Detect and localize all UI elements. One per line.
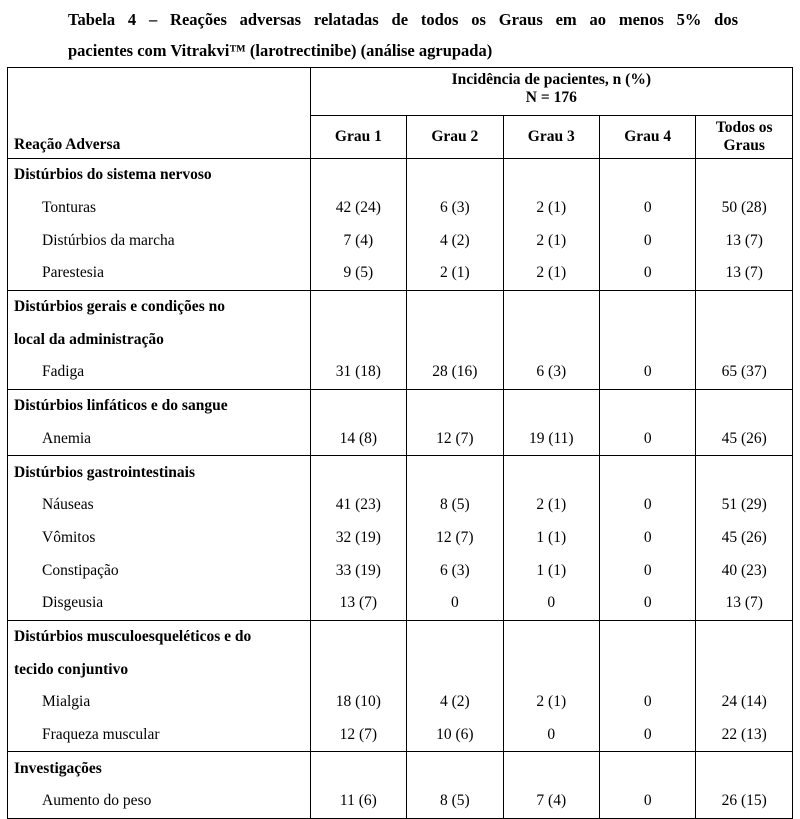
empty-cell [310,653,406,686]
value-cell: 13 (7) [310,587,406,620]
empty-cell [407,752,503,785]
category-label: Distúrbios linfáticos e do sangue [8,389,311,422]
value-cell: 0 [600,192,696,225]
empty-cell [503,620,599,653]
value-cell: 0 [600,423,696,456]
value-cell: 11 (6) [310,785,406,818]
value-cell: 40 (23) [696,554,793,587]
reaction-name: Fadiga [8,356,311,389]
value-cell: 2 (1) [503,489,599,522]
category-label: tecido conjuntivo [8,653,311,686]
value-cell: 33 (19) [310,554,406,587]
empty-cell [600,752,696,785]
table-body [8,159,793,819]
empty-cell [407,456,503,489]
reaction-name: Disgeusia [8,587,311,620]
col-header-grau4: Grau 4 [600,116,696,159]
category-row [8,620,793,653]
reaction-name: Mialgia [8,686,311,719]
table-row [8,356,793,389]
empty-cell [503,389,599,422]
empty-cell [600,653,696,686]
reaction-name: Distúrbios da marcha [8,224,311,257]
value-cell: 0 [600,257,696,290]
empty-cell [600,389,696,422]
value-cell: 0 [600,554,696,587]
table-row [8,257,793,290]
value-cell: 0 [503,587,599,620]
category-label: Investigações [8,752,311,785]
empty-cell [407,159,503,192]
value-cell: 45 (26) [696,522,793,555]
empty-cell [310,159,406,192]
table-row [8,587,793,620]
value-cell: 2 (1) [503,224,599,257]
reaction-name: Anemia [8,423,311,456]
value-cell: 8 (5) [407,785,503,818]
empty-cell [600,456,696,489]
incidence-title: Incidência de pacientes, n (%) [451,71,651,88]
value-cell: 2 (1) [503,686,599,719]
value-cell: 65 (37) [696,356,793,389]
empty-cell [696,752,793,785]
empty-cell [407,323,503,356]
value-cell: 19 (11) [503,423,599,456]
table-row [8,686,793,719]
value-cell: 24 (14) [696,686,793,719]
empty-cell [503,159,599,192]
value-cell: 13 (7) [696,257,793,290]
col-header-grau2: Grau 2 [407,116,503,159]
empty-cell [503,653,599,686]
value-cell: 22 (13) [696,719,793,752]
adverse-reactions-table [7,67,793,819]
value-cell: 7 (4) [310,224,406,257]
category-row [8,159,793,192]
category-row [8,389,793,422]
reaction-name: Constipação [8,554,311,587]
col-header-grau3: Grau 3 [503,116,599,159]
category-label: Distúrbios gastrointestinais [8,456,311,489]
category-row [8,653,793,686]
value-cell: 0 [600,356,696,389]
category-row [8,323,793,356]
table-row [8,224,793,257]
empty-cell [310,389,406,422]
value-cell: 26 (15) [696,785,793,818]
value-cell: 4 (2) [407,686,503,719]
empty-cell [696,323,793,356]
table-row [8,489,793,522]
empty-cell [600,620,696,653]
value-cell: 14 (8) [310,423,406,456]
category-row [8,752,793,785]
value-cell: 18 (10) [310,686,406,719]
category-label: Distúrbios gerais e condições no [8,290,311,323]
table-row [8,554,793,587]
empty-cell [503,290,599,323]
value-cell: 32 (19) [310,522,406,555]
reaction-name: Aumento do peso [8,785,311,818]
empty-cell [310,323,406,356]
empty-cell [310,456,406,489]
incidence-header [310,68,792,116]
caption-line-1: Tabela 4 – Reações adversas relatadas de todos os Graus em ao menos 5% dos [68,10,738,29]
empty-cell [600,290,696,323]
empty-cell [407,290,503,323]
category-label: Distúrbios musculoesqueléticos e do [8,620,311,653]
table-row [8,423,793,456]
value-cell: 13 (7) [696,224,793,257]
value-cell: 2 (1) [407,257,503,290]
table-row [8,192,793,225]
empty-cell [503,323,599,356]
empty-cell [696,159,793,192]
value-cell: 51 (29) [696,489,793,522]
table-row [8,719,793,752]
empty-cell [696,456,793,489]
value-cell: 1 (1) [503,522,599,555]
value-cell: 45 (26) [696,423,793,456]
value-cell: 7 (4) [503,785,599,818]
value-cell: 0 [600,489,696,522]
reaction-name: Parestesia [8,257,311,290]
value-cell: 2 (1) [503,192,599,225]
empty-cell [407,653,503,686]
value-cell: 13 (7) [696,587,793,620]
col-header-todos: Todos os Graus [696,116,793,159]
value-cell: 12 (7) [407,423,503,456]
caption-line-2: pacientes com Vitrakvi™ (larotrectinibe) (análise agrupada) [68,41,493,60]
reaction-name: Fraqueza muscular [8,719,311,752]
empty-cell [696,620,793,653]
empty-cell [503,456,599,489]
empty-cell [503,752,599,785]
empty-cell [310,752,406,785]
col-header-grau1: Grau 1 [310,116,406,159]
category-row [8,290,793,323]
value-cell: 0 [600,587,696,620]
empty-cell [310,620,406,653]
value-cell: 42 (24) [310,192,406,225]
empty-cell [407,620,503,653]
value-cell: 0 [407,587,503,620]
value-cell: 12 (7) [310,719,406,752]
table-row [8,522,793,555]
reaction-name: Vômitos [8,522,311,555]
empty-cell [696,290,793,323]
value-cell: 2 (1) [503,257,599,290]
value-cell: 28 (16) [407,356,503,389]
row-label-header: Reação Adversa [8,68,311,159]
empty-cell [600,323,696,356]
category-row [8,456,793,489]
table-caption [68,4,738,66]
value-cell: 9 (5) [310,257,406,290]
incidence-n: N = 176 [525,89,577,106]
value-cell: 4 (2) [407,224,503,257]
empty-cell [696,653,793,686]
value-cell: 50 (28) [696,192,793,225]
value-cell: 0 [503,719,599,752]
value-cell: 6 (3) [503,356,599,389]
value-cell: 10 (6) [407,719,503,752]
empty-cell [407,389,503,422]
value-cell: 41 (23) [310,489,406,522]
value-cell: 1 (1) [503,554,599,587]
category-label: local da administração [8,323,311,356]
category-label: Distúrbios do sistema nervoso [8,159,311,192]
table-row [8,785,793,818]
value-cell: 8 (5) [407,489,503,522]
value-cell: 0 [600,686,696,719]
empty-cell [696,389,793,422]
reaction-name: Náuseas [8,489,311,522]
value-cell: 0 [600,785,696,818]
empty-cell [310,290,406,323]
value-cell: 31 (18) [310,356,406,389]
value-cell: 0 [600,719,696,752]
reaction-name: Tonturas [8,192,311,225]
value-cell: 6 (3) [407,554,503,587]
value-cell: 12 (7) [407,522,503,555]
value-cell: 0 [600,522,696,555]
empty-cell [600,159,696,192]
value-cell: 0 [600,224,696,257]
value-cell: 6 (3) [407,192,503,225]
